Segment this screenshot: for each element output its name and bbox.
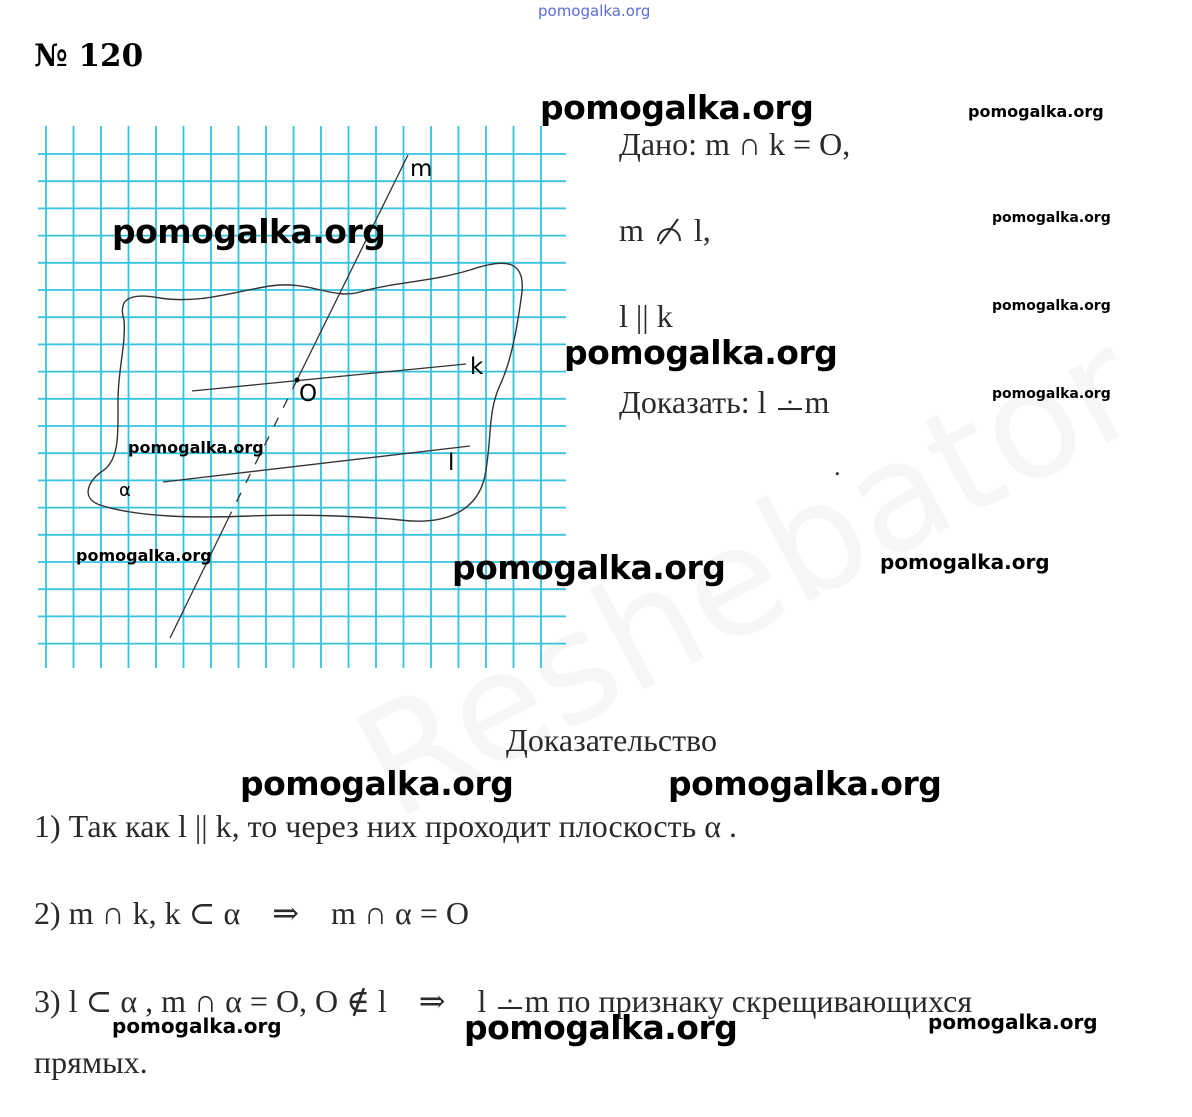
prove-suffix: m bbox=[804, 384, 830, 420]
label-o: O bbox=[299, 381, 318, 407]
given-line-2-rest: l, bbox=[693, 212, 711, 248]
prove-prefix: Доказать: l bbox=[619, 384, 767, 420]
proof-heading: Доказательство bbox=[506, 722, 717, 758]
top-site-watermark: pomogalka.org bbox=[538, 2, 651, 20]
given-line-3: l || k bbox=[619, 298, 673, 334]
watermark: pomogalka.org bbox=[668, 764, 942, 803]
watermark: pomogalka.org bbox=[240, 764, 514, 803]
watermark: pomogalka.org bbox=[992, 298, 1111, 314]
label-l: l bbox=[448, 450, 455, 476]
watermark: pomogalka.org bbox=[928, 1010, 1098, 1034]
proof-step-3-line-2: прямых. bbox=[34, 1044, 148, 1080]
watermark: pomogalka.org bbox=[112, 1014, 282, 1038]
proof-step-1: 1) Так как l || k, то через них проходит плоскость α . bbox=[34, 808, 737, 844]
watermark: pomogalka.org bbox=[880, 550, 1050, 574]
watermark: pomogalka.org bbox=[128, 438, 264, 457]
given-line-1: Дано: m ∩ k = O, bbox=[619, 126, 851, 162]
watermark: pomogalka.org bbox=[540, 88, 814, 127]
watermark: pomogalka.org bbox=[992, 210, 1111, 226]
line-m-lower bbox=[170, 515, 230, 638]
stray-dot: . bbox=[834, 452, 841, 481]
watermark: pomogalka.org bbox=[564, 333, 838, 372]
watermark: pomogalka.org bbox=[452, 548, 726, 587]
line-m-upper bbox=[297, 155, 408, 380]
prove-line bbox=[619, 384, 829, 421]
proof-step-3-prefix: 3) l ⊂ α , m ∩ α = O, O ∉ l ⇒ l bbox=[34, 983, 487, 1019]
watermark: pomogalka.org bbox=[464, 1008, 738, 1047]
given-line-2 bbox=[619, 212, 711, 249]
label-alpha: α bbox=[119, 480, 131, 501]
skew-lines-symbol bbox=[774, 387, 804, 417]
label-m: m bbox=[410, 156, 433, 182]
line-k bbox=[192, 364, 466, 391]
label-k: k bbox=[470, 354, 484, 380]
watermark: pomogalka.org bbox=[992, 386, 1111, 402]
watermark: pomogalka.org bbox=[76, 546, 212, 565]
proof-step-3-suffix: m по признаку скрещивающихся bbox=[524, 983, 973, 1019]
given-line-2-m: m bbox=[619, 212, 644, 248]
problem-number: № 120 bbox=[34, 38, 144, 74]
watermark: pomogalka.org bbox=[968, 102, 1104, 121]
watermark: pomogalka.org bbox=[112, 212, 386, 251]
geometry-figure bbox=[0, 0, 600, 700]
intersection-crossed-symbol bbox=[652, 215, 686, 245]
proof-step-2: 2) m ∩ k, k ⊂ α ⇒ m ∩ α = O bbox=[34, 895, 469, 931]
